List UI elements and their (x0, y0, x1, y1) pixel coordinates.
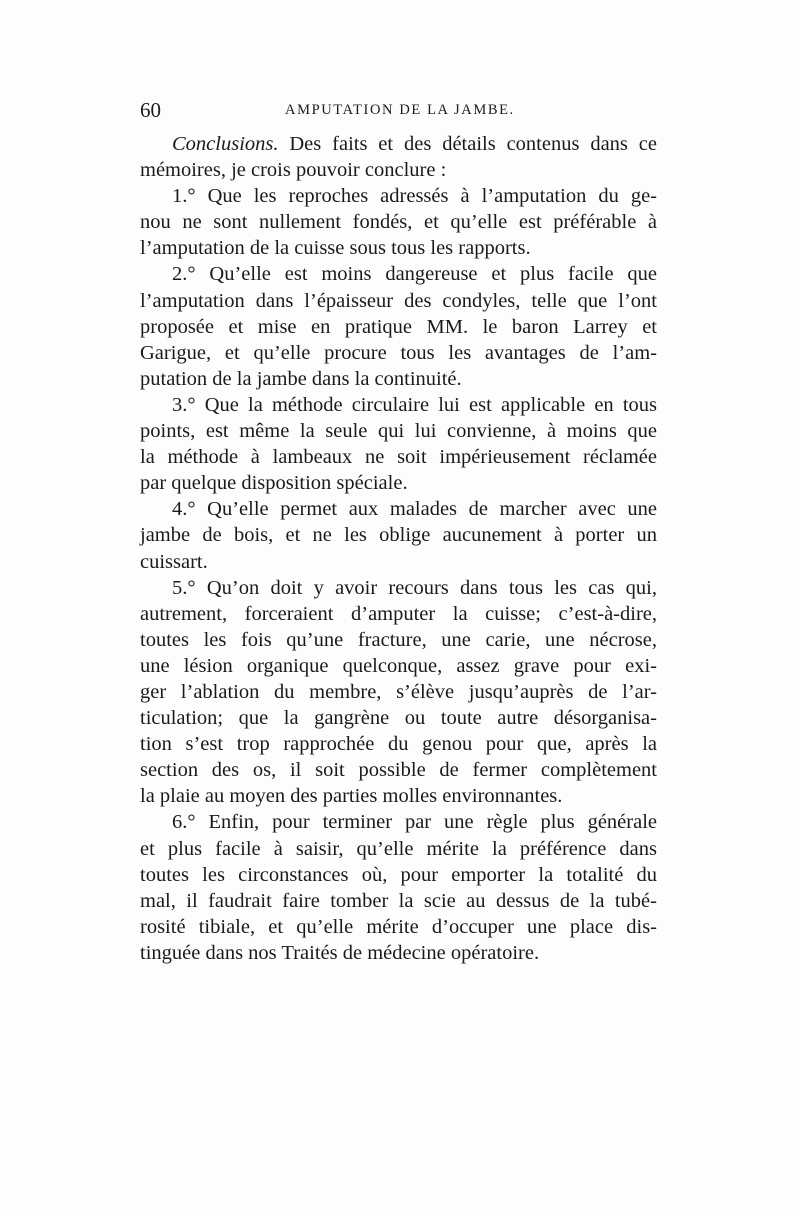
text-line: 3.° Que la méthode circulaire lui est applicable en tous (172, 393, 657, 416)
text-line: toutes les fois qu’une fracture, une carie, une nécrose, (140, 628, 657, 651)
text-line: 4.° Qu’elle permet aux malades de marcher avec une (172, 498, 657, 521)
page-header (140, 98, 660, 122)
paragraph-point-4 (140, 496, 657, 574)
conclusions-heading: Conclusions. (172, 133, 279, 155)
text-line: la méthode à lambeaux ne soit impérieusement réclamée (140, 446, 657, 469)
text-line: jambe de bois, et ne les oblige aucunement à porter un (140, 524, 657, 547)
text-line: 6.° Enfin, pour terminer par une règle plus générale (172, 811, 657, 834)
text-line: toutes les circonstances où, pour emporter la totalité du (140, 863, 657, 886)
text-line: la plaie au moyen des parties molles environnantes. (140, 785, 563, 808)
paragraph-conclusions (140, 131, 657, 183)
body-text (140, 131, 657, 966)
paragraph-point-1 (140, 183, 657, 261)
text-line: tion s’est trop rapprochée du genou pour que, après la (140, 733, 657, 756)
text-line: ger l’ablation du membre, s’élève jusqu’auprès de l’ar- (140, 680, 657, 703)
paragraph-point-5 (140, 575, 657, 810)
text-line: section des os, il soit possible de fermer complètement (140, 759, 657, 782)
text-line: tinguée dans nos Traités de médecine opératoire. (140, 941, 540, 964)
text-line: 5.° Qu’on doit y avoir recours dans tous les cas qui, (172, 576, 657, 599)
running-head: AMPUTATION DE LA JAMBE. (285, 102, 515, 118)
page-number: 60 (140, 98, 161, 122)
text-line: par quelque disposition spéciale. (140, 472, 408, 495)
text-line: Garigue, et qu’elle procure tous les avantages de l’am- (140, 341, 657, 364)
text-line: mémoires, je crois pouvoir conclure : (140, 159, 447, 182)
text-line: autrement, forceraient d’amputer la cuisse; c’est-à-dire, (140, 602, 657, 625)
text-line: mal, il faudrait faire tomber la scie au dessus de la tubé- (140, 889, 657, 912)
text-line: 2.° Qu’elle est moins dangereuse et plus facile que (172, 263, 657, 286)
text-line-content: Des faits et des détails contenus dans ce (278, 133, 657, 155)
text-line: putation de la jambe dans la continuité. (140, 367, 462, 390)
text-line: et plus facile à saisir, qu’elle mérite la préférence dans (140, 837, 657, 860)
text-line: points, est même la seule qui lui convienne, à moins que (140, 420, 657, 443)
text-line: nou ne sont nullement fondés, et qu’elle est préférable à (140, 211, 657, 234)
text-line: 1.° Que les reproches adressés à l’amputation du ge- (172, 185, 657, 208)
text-line: rosité tibiale, et qu’elle mérite d’occuper une place dis- (140, 915, 657, 938)
text-line: l’amputation dans l’épaisseur des condyles, telle que l’ont (140, 289, 657, 312)
text-line: cuissart. (140, 550, 208, 573)
text-line: l’amputation de la cuisse sous tous les rapports. (140, 237, 531, 260)
text-line: ticulation; que la gangrène ou toute autre désorganisa- (140, 707, 657, 730)
text-line: une lésion organique quelconque, assez grave pour exi- (140, 654, 657, 677)
paragraph-point-6 (140, 809, 657, 966)
text-line (140, 131, 657, 157)
text-line: proposée et mise en pratique MM. le baron Larrey et (140, 315, 657, 338)
paragraph-point-2 (140, 261, 657, 391)
paragraph-point-3 (140, 392, 657, 496)
